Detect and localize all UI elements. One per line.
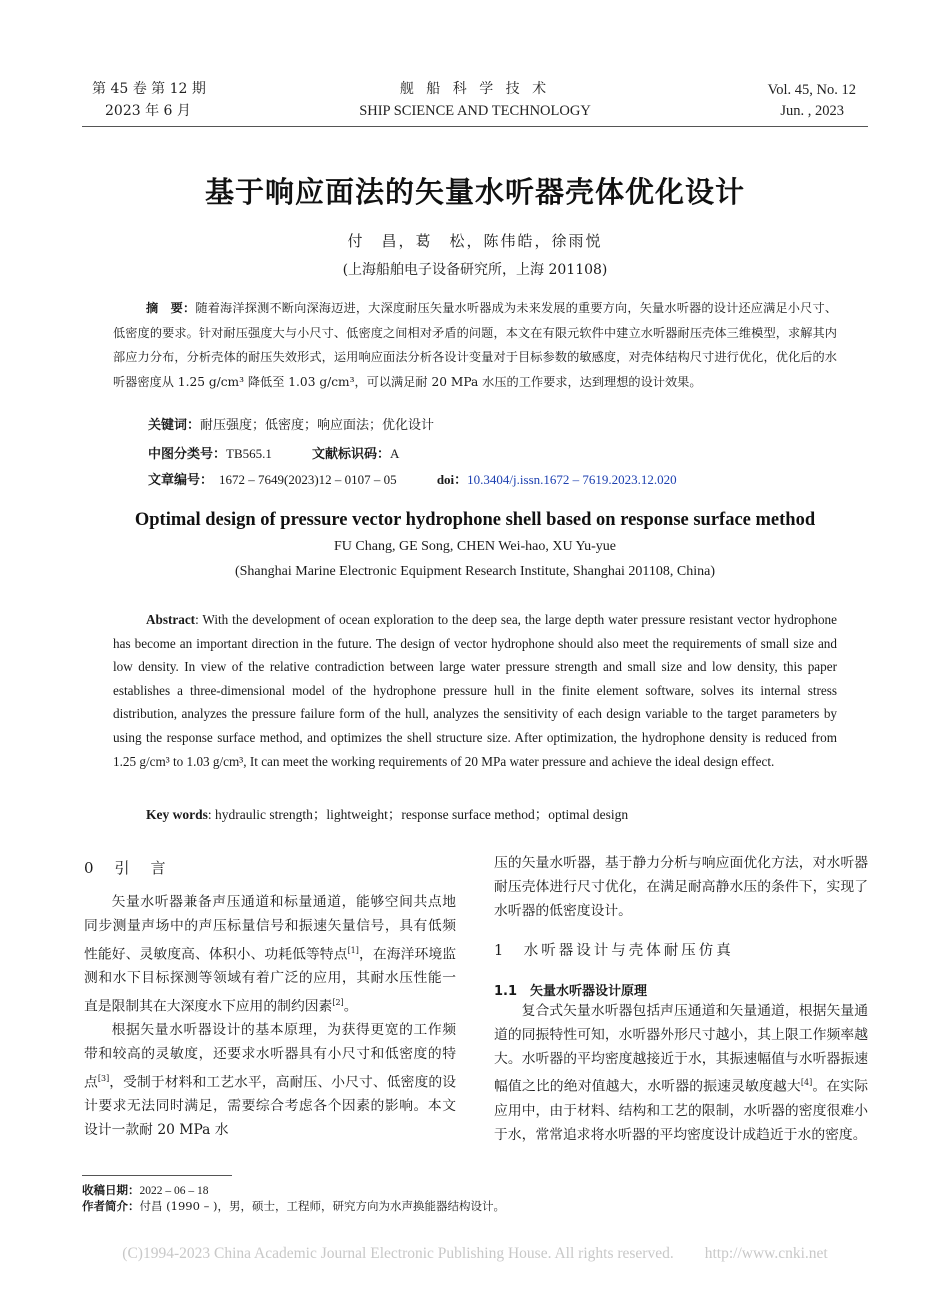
intro-p2-text: 根据矢量水听器设计的基本原理，为获得更宽的工作频带和较高的灵敏度，还要求水听器具有小尺寸和低密度的特点 [84,1022,456,1091]
doc-code-value: A [390,446,400,461]
sec11-text-b: 。在实际应用中，由于材料、结构和工艺的限制，水听器的密度很难小于水，常常追求将水听器的平均密度设计成趋近于水的密度。 [494,1078,869,1143]
abstract-zh [113,296,837,394]
doc-code-label: 文献标识码： [312,447,391,462]
authors-en: FU Chang, GE Song, CHEN Wei-hao, XU Yu-yue [334,539,616,554]
article-id-label: 文章编号： [148,473,214,488]
intro-p1-text: 矢量水听器兼备声压通道和标量通道，能够空间共点地同步测量声场中的声压标量信号和振速矢量信号，具有低频性能好、灵敏度高、体积小、功耗低等特点 [84,894,456,963]
intro-p1-text-c: 。 [343,998,358,1015]
abstract-zh-label: 摘 要： [146,301,196,315]
doi-link[interactable]: 10.3404/j.issn.1672 – 7619.2023.12.020 [467,472,677,487]
ref-3: [3] [97,1073,110,1083]
affiliation-en: (Shanghai Marine Electronic Equipment Research Institute, Shanghai 201108, China) [234,564,716,579]
footnote-rule [82,1175,232,1176]
journal-name-en: SHIP SCIENCE AND TECHNOLOGY [359,103,591,119]
intro-p1-text-b: ，在海洋环境监测和水下目标探测等领域有着广泛的应用，其耐水压性能一直是限制其在大深度水下应用的制约因素 [84,946,457,1015]
received-label: 收稿日期： [82,1183,140,1197]
keywords-en-text: : hydraulic strength；lightweight；response surface method；optimal design [207,807,629,822]
author-bio-value: 付昌 (1990 – )，男，硕士，工程师，研究方向为水声换能器结构设计。 [139,1199,505,1213]
clc-value: TB565.1 [226,446,272,461]
paper-title-en: Optimal design of pressure vector hydrophone shell based on response surface method [134,510,816,530]
keywords-zh-label: 关键词： [148,418,201,433]
left-column [84,891,456,1143]
authors-zh: 付 昌，葛 松，陈伟皓，徐雨悦 [347,232,603,250]
copyright-notice: (C)1994-2023 China Academic Journal Electronic Publishing House. All rights reserved. http://www.cnki.net [122,1245,828,1262]
keywords-en [146,803,628,823]
section-0-heading: 0 引 言 [84,859,169,877]
abstract-zh-text: 随着海洋探测不断向深海迈进，大深度耐压矢量水听器成为未来发展的重要方向，矢量水听器的设计还应满足小尺寸、低密度的要求。针对耐压强度大与小尺寸、低密度之间相对矛盾的问题，本文在有限元软件中建立水听器耐压壳体三维模型，求解其内部应力分布，分析壳体的耐压失效形式，运用响应面法分析各设计变量对于目标参数的敏感度，对壳体结构尺寸进行优化，优化后的水听器密度从 1.25 g/cm³ 降低至 1.03 g/cm³，可以满足耐 20 MPa 水压的工作要求，达到理想的设计效果。 [113,301,838,389]
keywords-en-label: Key words [146,807,208,822]
keywords-zh-text: 耐压强度；低密度；响应面法；优化设计 [200,418,435,433]
author-bio [82,1198,505,1214]
right-column [494,852,868,923]
abstract-en-label: Abstract [146,612,196,627]
classification-line [148,443,399,462]
right-column-section-1 [494,1000,868,1147]
journal-name-zh: 舰 船 科 学 技 术 [399,81,551,97]
article-id-value: 1672 – 7649(2023)12 – 0107 – 05 [219,472,397,487]
clc-label: 中图分类号： [148,447,227,462]
abstract-en-text: : With the development of ocean exploration to the deep sea, the large depth water pressure resistant vector hydrophone has become an important direction in the future. The design of vector hydrophone should also meet the requirements of small size and low density. In view of the relative contradiction between large water pressure strength and small size and low density, this paper establishes a three-dimensional model of the hydrophone pressure hull in the finite element software, solves its internal stress distribution, analyzes the pressure failure form of the hull, analyzes the sensitivity of each design variable to the target parameters by using the response surface method, and optimizes the shell structure size. After optimization, the hydrophone density is reduced from 1.25 g/cm³ to 1.03 g/cm³, It can meet the working requirements of 20 MPa water pressure and achieve the ideal design effect. [113,612,837,769]
intro-paragraph-1 [84,891,456,1019]
volume-issue-en: Vol. 45, No. 12 [767,82,856,98]
section-1-1-paragraph [494,1000,868,1147]
author-bio-label: 作者简介： [82,1199,140,1213]
intro-p2-text-b: ，受制于材料和工艺水平，高耐压、小尺寸、低密度的设计要求无法同时满足，需要综合考虑各个因素的影响。本文设计一款耐 20 MPa 水 [84,1074,457,1138]
date-en: Jun. , 2023 [780,103,844,119]
volume-issue-zh: 第 45 卷 第 12 期 [92,81,206,97]
intro-paragraph-2 [84,1019,456,1143]
sec11-text: 复合式矢量水听器包括声压通道和矢量通道，根据矢量通道的同振特性可知，水听器外形尺寸越小，其上限工作频率越大。水听器的平均密度越接近于水，其振速幅值与水听器振速幅值之比的绝对值越大，水听器的振速灵敏度越大 [494,1003,868,1095]
ref-2: [2] [332,997,344,1007]
article-id-line [148,469,677,488]
subsection-1-1-heading: 1.1 矢量水听器设计原理 [494,984,648,999]
abstract-en [113,608,837,773]
header-rule [82,126,868,127]
keywords-zh [148,414,434,433]
doi-label: doi： [436,472,468,487]
section-1-heading: 1 水听器设计与壳体耐压仿真 [494,943,734,959]
date-zh: 2023 年 6 月 [105,103,191,119]
received-value: 2022 – 06 – 18 [139,1185,209,1197]
affiliation-zh: (上海船舶电子设备研究所，上海 201108) [342,262,608,278]
intro-continuation: 压的矢量水听器，基于静力分析与响应面优化方法，对水听器耐压壳体进行尺寸优化，在满足耐高静水压的条件下，实现了水听器的低密度设计。 [494,855,868,919]
ref-4: [4] [800,1078,813,1088]
ref-1: [1] [347,945,359,955]
received-date [82,1182,209,1199]
paper-title-zh: 基于响应面法的矢量水听器壳体优化设计 [204,175,745,209]
